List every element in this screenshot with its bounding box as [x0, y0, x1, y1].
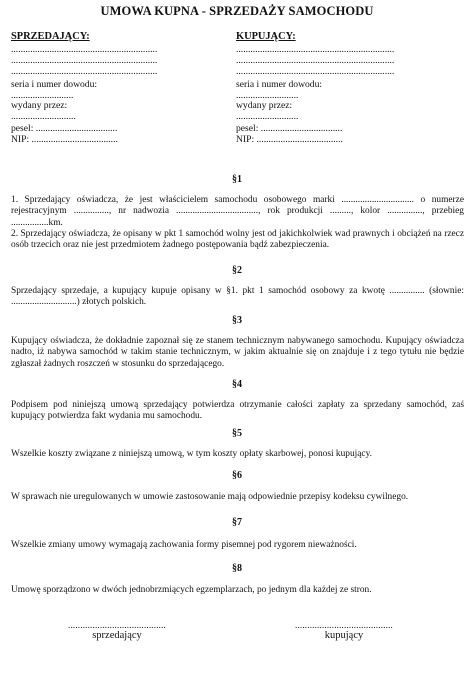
buyer-nip-label: NIP:: [236, 134, 255, 145]
section-7-text: [11, 540, 464, 551]
section-7-heading: §7: [232, 517, 242, 528]
section-8-heading: §8: [232, 563, 242, 574]
seller-line-1: .............................................................: [11, 44, 158, 55]
section-6-paragraph: W sprawach nie uregulowanych w umowie zastosowanie mają odpowiednie przepisy kodeksu cywilnego.: [11, 492, 409, 502]
seller-nip-label: NIP:: [11, 134, 30, 145]
buyer-pesel: [236, 124, 342, 134]
section-3-paragraph: Kupujący oświadcza, że dokładnie zapoznał się ze stanem technicznym nabywanego samochodu. Kupujący oświadcza nadto, iż nabywa samochód w takim stanie technicznym, w jakim aktualnie się on znajduje i z tego tytułu nie będzie zgłaszał żadnych roszczeń w stosunku do sprzedającego.: [11, 336, 464, 369]
buyer-signature-line: ........................................: [295, 620, 393, 630]
seller-line-2: .............................................................: [11, 55, 158, 66]
seller-nip: [11, 135, 118, 145]
buyer-issued-label: wydany przez:: [236, 100, 293, 111]
section-7-paragraph: Wszelkie zmiany umowy wymagają zachowania formy pisemnej pod rygorem nieważności.: [11, 540, 357, 550]
seller-pesel: [11, 124, 117, 134]
buyer-id-value: ..........................: [236, 90, 299, 101]
buyer-issued-value: ..........................: [236, 111, 299, 122]
seller-line-3: .............................................................: [11, 66, 158, 77]
section-8-text: [11, 585, 464, 596]
seller-pesel-value: ..................................: [35, 123, 118, 134]
buyer-nip: [236, 135, 343, 145]
section-1-heading: §1: [232, 174, 242, 185]
seller-heading: SPRZEDAJĄCY:: [11, 31, 90, 42]
section-1-point-1: 1. Sprzedający oświadcza, że jest właścicielem samochodu osobowego marki ............................... o numerze rejestracyjnym ..............., nr nadwozia ..................................., rok produkcji ........., kolor ..............., przebieg ................km.: [11, 195, 464, 228]
section-3-heading: §3: [232, 315, 242, 326]
section-4-text: [11, 400, 464, 423]
seller-nip-value: ....................................: [31, 134, 118, 145]
section-2-heading: §2: [232, 265, 242, 276]
section-4-heading: §4: [232, 379, 242, 390]
section-1-text: [11, 195, 464, 251]
buyer-heading: KUPUJĄCY:: [236, 31, 296, 42]
document-title: UMOWA KUPNA - SPRZEDAŻY SAMOCHODU: [100, 4, 374, 18]
section-6-heading: §6: [232, 470, 242, 481]
seller-signature-line: ........................................: [68, 620, 166, 630]
seller-issued-label: wydany przez:: [11, 100, 68, 111]
section-4-paragraph: Podpisem pod niniejszą umową sprzedający potwierdza otrzymanie całości zapłaty za sprzedany samochód, zaś kupujący potwierdza fakt wydania mu samochodu.: [11, 400, 464, 422]
section-5-paragraph: Wszelkie koszty związane z niniejszą umową, w tym koszty opłaty skarbowej, ponosi kupujący.: [11, 449, 373, 459]
section-5-text: [11, 449, 464, 460]
seller-signature-label: sprzedający: [92, 630, 142, 641]
buyer-nip-value: ....................................: [256, 134, 343, 145]
buyer-id-label: seria i numer dowodu:: [236, 79, 323, 90]
section-3-text: [11, 336, 464, 370]
seller-signature: [62, 620, 172, 641]
buyer-signature-label: kupujący: [324, 630, 364, 641]
section-8-paragraph: Umowę sporządzono w dwóch jednobrzmiących egzemplarzach, po jednym dla każdej ze stron.: [11, 585, 372, 595]
section-2-text: [11, 286, 464, 309]
buyer-line-2: ..................................................................: [236, 55, 395, 66]
seller-pesel-label: pesel:: [11, 123, 34, 134]
buyer-pesel-value: ..................................: [260, 123, 343, 134]
buyer-signature: [289, 620, 399, 641]
buyer-pesel-label: pesel:: [236, 123, 259, 134]
section-6-text: [11, 492, 464, 503]
seller-id-value: ..........................: [11, 90, 74, 101]
section-2-paragraph: Sprzedający sprzedaje, a kupujący kupuje opisany w §1. pkt 1 samochód osobowy za kwotę ............... (słownie: ............................) złotych polskich.: [11, 286, 464, 308]
seller-issued-value: ...........................: [11, 111, 76, 122]
buyer-line-3: ..................................................................: [236, 66, 395, 77]
section-1-point-2: 2. Sprzedający oświadcza, że opisany w pkt 1 samochód wolny jest od jakichkolwiek wad prawnych i obciążeń na rzecz osób trzecich oraz nie jest przedmiotem żadnego postępowania bądź zabezpieczenia.: [11, 228, 464, 251]
section-5-heading: §5: [232, 428, 242, 439]
buyer-line-1: ..................................................................: [236, 44, 395, 55]
seller-id-label: seria i numer dowodu:: [11, 79, 98, 90]
